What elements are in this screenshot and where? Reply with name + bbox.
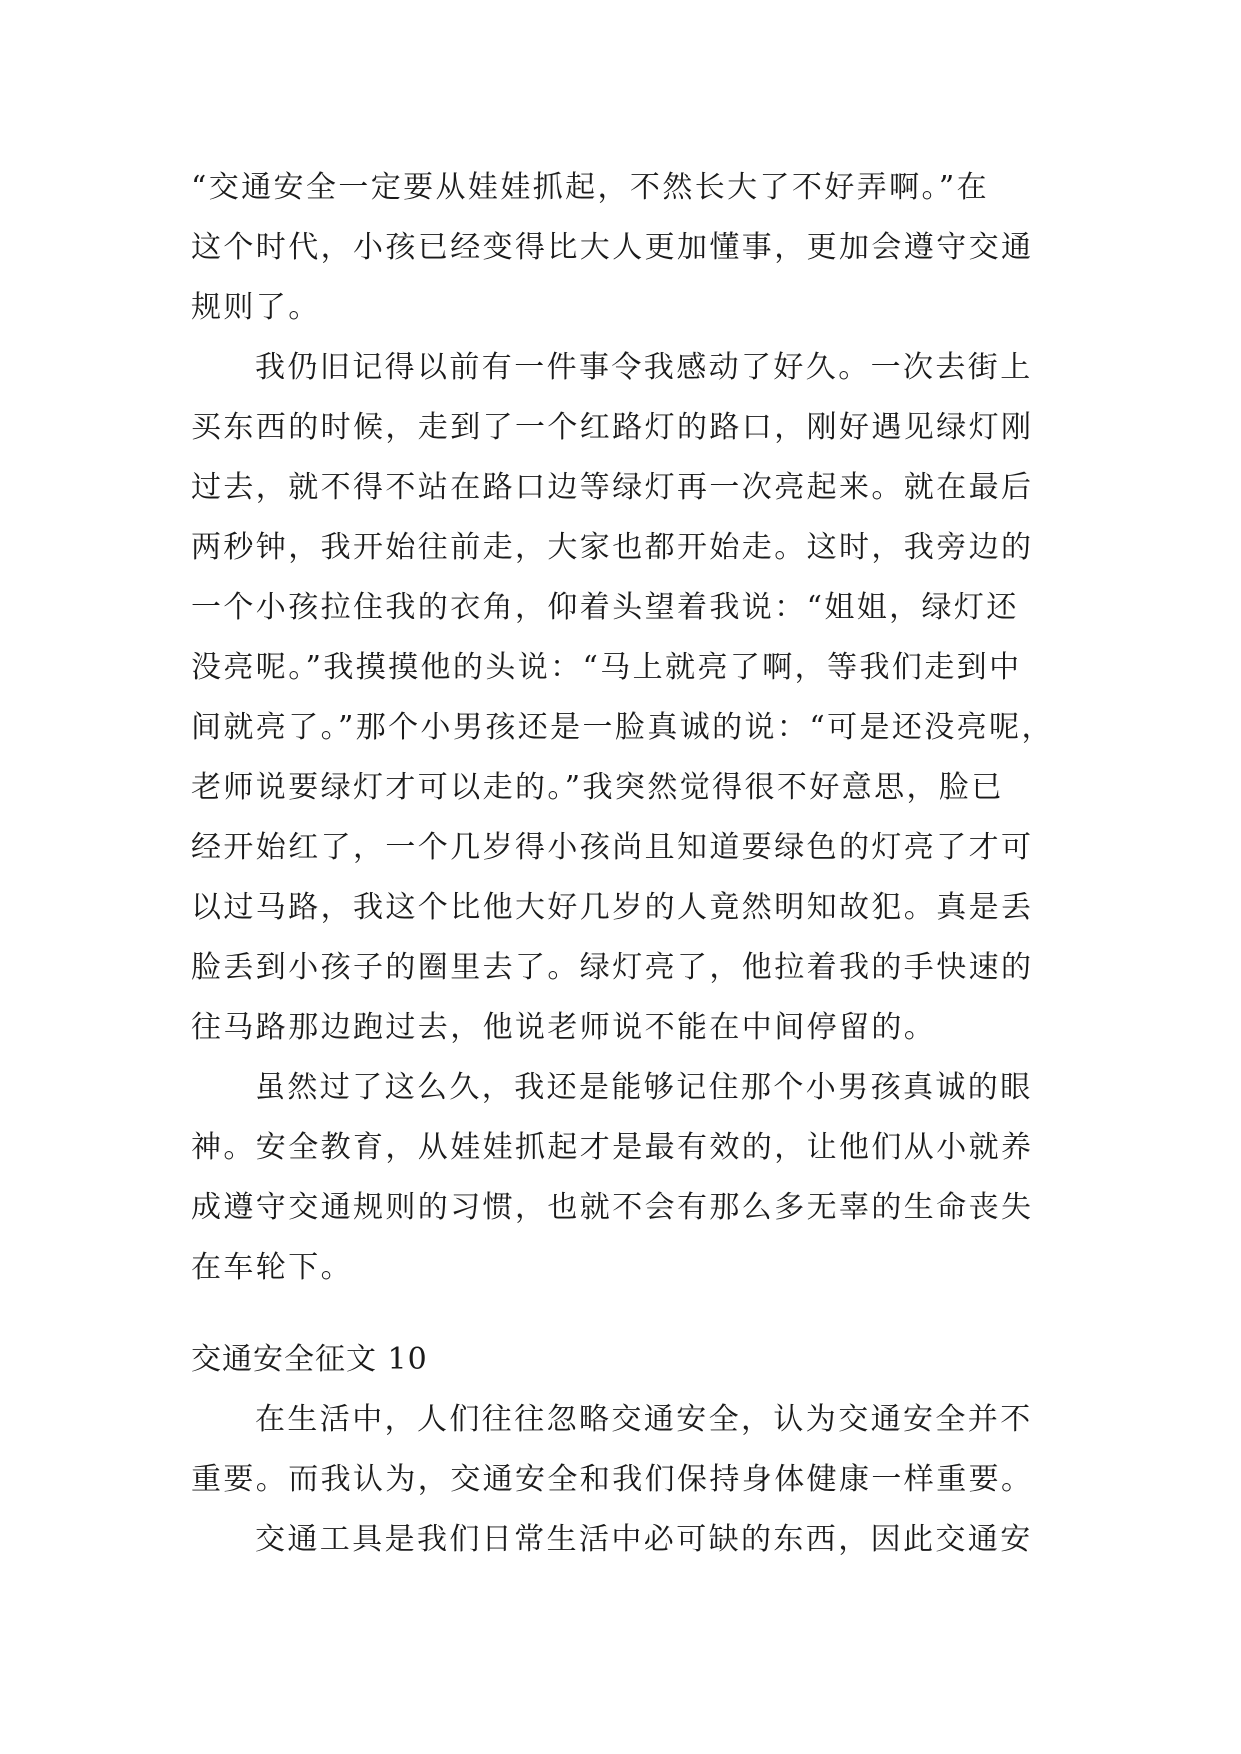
paragraph-4 (191, 1390, 1060, 1510)
text-line: 交通工具是我们日常生活中必可缺的东西，因此交通安 (255, 1522, 1033, 1557)
text-line: 间就亮了。”那个小男孩还是一脸真诚的说：“可是还没亮呢， (191, 710, 1054, 745)
section-gap (191, 1298, 1060, 1330)
text-line: 虽然过了这么久，我还是能够记住那个小男孩真诚的眼 (255, 1070, 1033, 1105)
text-line: 往马路那边跑过去，他说老师说不能在中间停留的。 (191, 1010, 937, 1045)
text-line: 没亮呢。”我摸摸他的头说：“马上就亮了啊，等我们走到中 (191, 650, 1022, 685)
text-line: 脸丢到小孩子的圈里去了。绿灯亮了，他拉着我的手快速的 (191, 950, 1034, 985)
text-line: 两秒钟，我开始往前走，大家也都开始走。这时，我旁边的 (191, 530, 1034, 565)
text-line: 在车轮下。 (191, 1250, 353, 1285)
paragraph-5 (191, 1510, 1060, 1570)
text-line: 买东西的时候，走到了一个红路灯的路口，刚好遇见绿灯刚 (191, 410, 1034, 445)
section-heading: 交通安全征文 10 (191, 1342, 428, 1377)
text-line: 在生活中，人们往往忽略交通安全，认为交通安全并不 (255, 1402, 1033, 1437)
text-line: 老师说要绿灯才可以走的。”我突然觉得很不好意思，脸已 (191, 770, 1004, 805)
text-line: 重要。而我认为，交通安全和我们保持身体健康一样重要。 (191, 1462, 1034, 1497)
text-line: 这个时代，小孩已经变得比大人更加懂事，更加会遵守交通 (191, 230, 1034, 265)
text-line: 以过马路，我这个比他大好几岁的人竟然明知故犯。真是丢 (191, 890, 1034, 925)
text-line: 一个小孩拉住我的衣角，仰着头望着我说：“姐姐，绿灯还 (191, 590, 1019, 625)
document-page (191, 158, 1060, 1570)
text-line: 神。安全教育，从娃娃抓起才是最有效的，让他们从小就养 (191, 1130, 1034, 1165)
text-line: 经开始红了，一个几岁得小孩尚且知道要绿色的灯亮了才可 (191, 830, 1034, 865)
paragraph-1 (191, 158, 1060, 338)
text-line: 成遵守交通规则的习惯，也就不会有那么多无辜的生命丧失 (191, 1190, 1034, 1225)
text-line: 我仍旧记得以前有一件事令我感动了好久。一次去街上 (255, 350, 1033, 385)
text-line: 规则了。 (191, 290, 321, 325)
text-line: 过去，就不得不站在路口边等绿灯再一次亮起来。就在最后 (191, 470, 1034, 505)
text-line: “交通安全一定要从娃娃抓起，不然长大了不好弄啊。”在 (191, 170, 990, 205)
paragraph-3 (191, 1058, 1060, 1298)
paragraph-2 (191, 338, 1060, 1058)
